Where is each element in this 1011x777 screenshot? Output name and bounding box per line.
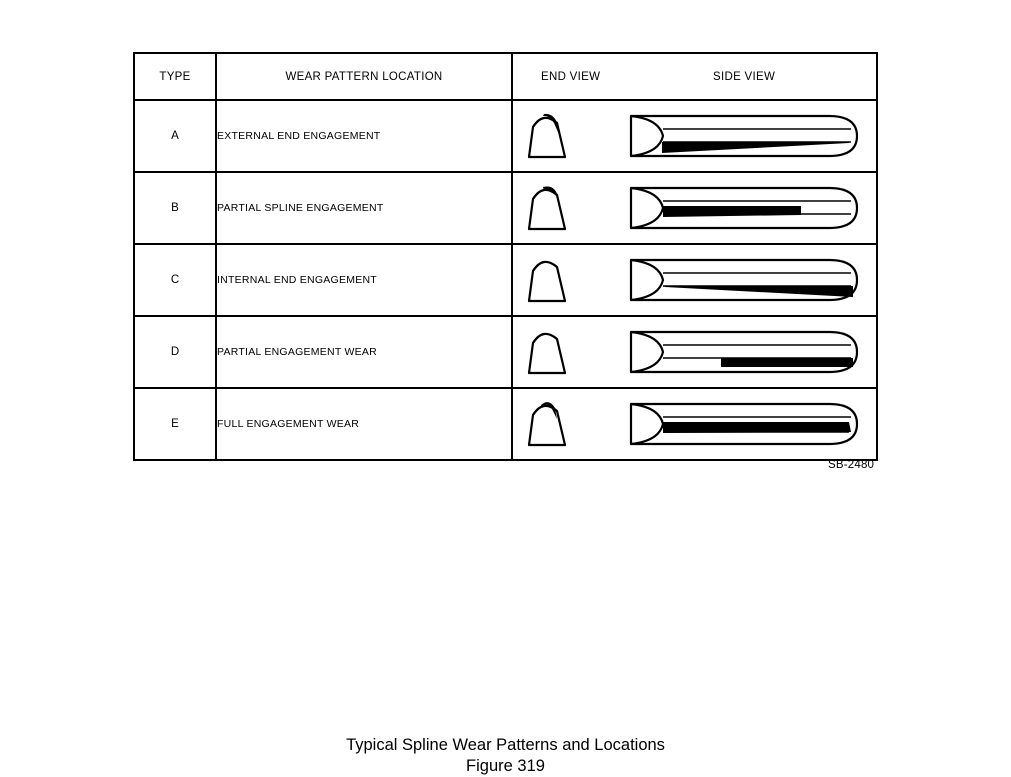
side-view-tooth-b [631,188,857,228]
end-view-tooth-d [529,334,565,373]
row-location-d: PARTIAL ENGAGEMENT WEAR [216,316,512,388]
row-type-e: E [134,388,216,460]
header-type: TYPE [134,53,216,100]
end-view-tooth-a [529,114,565,157]
table-header-row [134,53,877,100]
table-row [134,316,877,388]
row-location-e: FULL ENGAGEMENT WEAR [216,388,512,460]
spline-drawing-a [513,101,876,171]
spline-drawing-b [513,173,876,243]
row-location-b: PARTIAL SPLINE ENGAGEMENT [216,172,512,244]
drawing-number: SB-2480 [828,459,875,471]
row-type-b: B [134,172,216,244]
table-row [134,388,877,460]
header-views [512,53,877,100]
row-views-c [512,244,877,316]
spline-drawing-d [513,317,876,387]
figure-caption [0,735,1011,777]
side-view-tooth-d [631,332,857,372]
side-view-tooth-a [631,116,857,156]
end-view-tooth-b [529,186,565,229]
row-location-c: INTERNAL END ENGAGEMENT [216,244,512,316]
end-view-tooth-e [529,402,565,445]
header-side-view: SIDE VIEW [713,70,776,83]
spline-drawing-c [513,245,876,315]
figure-title: Typical Spline Wear Patterns and Locations [346,736,665,754]
row-type-c: C [134,244,216,316]
table-row [134,244,877,316]
header-wear-pattern-location: WEAR PATTERN LOCATION [216,53,512,100]
row-views-d [512,316,877,388]
row-views-b [512,172,877,244]
row-location-a: EXTERNAL END ENGAGEMENT [216,100,512,172]
end-view-tooth-c [529,262,565,301]
side-view-tooth-c [631,260,857,300]
side-view-tooth-e [631,404,857,444]
row-views-a [512,100,877,172]
row-type-a: A [134,100,216,172]
spline-drawing-e [513,389,876,459]
table-row [134,100,877,172]
spline-wear-table [133,52,878,461]
figure-number: Figure 319 [466,757,545,775]
header-end-view: END VIEW [541,70,601,83]
row-views-e [512,388,877,460]
table-row [134,172,877,244]
row-type-d: D [134,316,216,388]
